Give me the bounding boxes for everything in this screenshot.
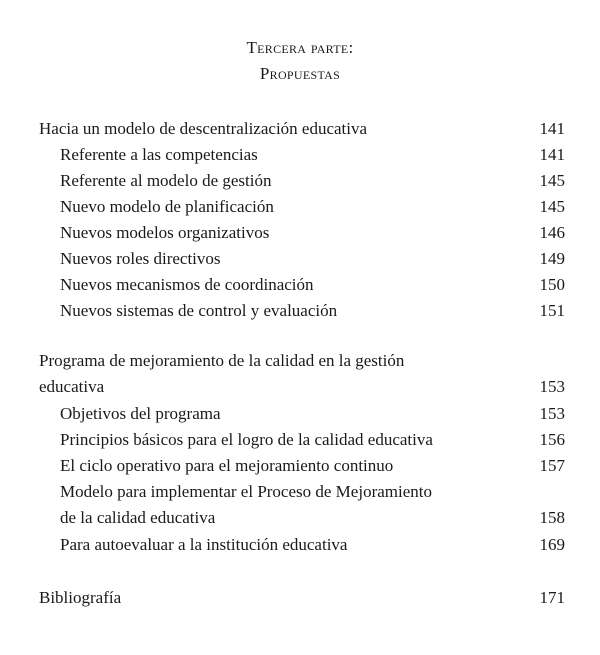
toc-page-number: 145 — [539, 171, 565, 190]
toc-page-number: 141 — [539, 119, 565, 138]
toc-item — [0, 194, 600, 220]
toc-item — [0, 272, 600, 298]
toc-entry-title: Referente a las competencias — [60, 145, 258, 164]
toc-entry-title: Bibliografía — [39, 588, 122, 607]
toc-section-programa-line-1 — [0, 348, 600, 374]
part-title: Propuestas — [259, 64, 341, 83]
toc-item — [0, 168, 600, 194]
toc-page-number: 153 — [539, 377, 565, 396]
toc-entry-title: Hacia un modelo de descentralización educativa — [39, 119, 368, 138]
toc-entry-title: El ciclo operativo para el mejoramiento continuo — [60, 456, 394, 475]
toc-entry-title: Nuevos modelos organizativos — [60, 223, 270, 242]
toc-entry-title: de la calidad educativa — [60, 508, 216, 527]
toc-entry-title: Nuevo modelo de planificación — [60, 197, 274, 216]
toc-entry-title: Objetivos del programa — [60, 404, 221, 423]
toc-section-programa-line-2 — [0, 374, 600, 400]
toc-entry-title: Nuevos sistemas de control y evaluación — [60, 301, 338, 320]
toc-item — [0, 142, 600, 168]
toc-page-number: 149 — [539, 249, 565, 268]
part-number: Tercera parte: — [246, 38, 354, 57]
toc-page-number: 169 — [539, 535, 565, 554]
toc-page-number: 141 — [539, 145, 565, 164]
toc-page-number: 156 — [539, 430, 565, 449]
toc-entry-title: Modelo para implementar el Proceso de Mejoramiento — [60, 482, 432, 501]
toc-item — [0, 220, 600, 246]
toc-page-number: 153 — [539, 404, 565, 423]
toc-item — [0, 401, 600, 427]
toc-section-descentralizacion — [0, 116, 600, 142]
toc-section-bibliografia — [0, 585, 600, 611]
toc-entry-title: Principios básicos para el logro de la calidad educativa — [60, 430, 433, 449]
toc-page-number: 158 — [539, 508, 565, 527]
toc-item — [0, 246, 600, 272]
toc-entry-title: Nuevos roles directivos — [60, 249, 221, 268]
toc-entry-title: Programa de mejoramiento de la calidad en la gestión — [39, 351, 405, 370]
toc-entry-title: Referente al modelo de gestión — [60, 171, 272, 190]
toc-page-number: 146 — [539, 223, 565, 242]
toc-item — [0, 427, 600, 453]
toc-page-number: 151 — [539, 301, 565, 320]
toc-item — [0, 453, 600, 479]
toc-item — [0, 532, 600, 558]
toc-page-number: 171 — [539, 588, 565, 607]
toc-entry-title: Nuevos mecanismos de coordinación — [60, 275, 314, 294]
toc-page-number: 150 — [539, 275, 565, 294]
toc-page-number: 145 — [539, 197, 565, 216]
toc-entry-title: Para autoevaluar a la institución educativa — [60, 535, 348, 554]
toc-item — [0, 298, 600, 324]
toc-item-line-1 — [0, 479, 600, 505]
toc-page-number: 157 — [539, 456, 565, 475]
toc-entry-title: educativa — [39, 377, 105, 396]
toc-item-line-2 — [0, 505, 600, 531]
